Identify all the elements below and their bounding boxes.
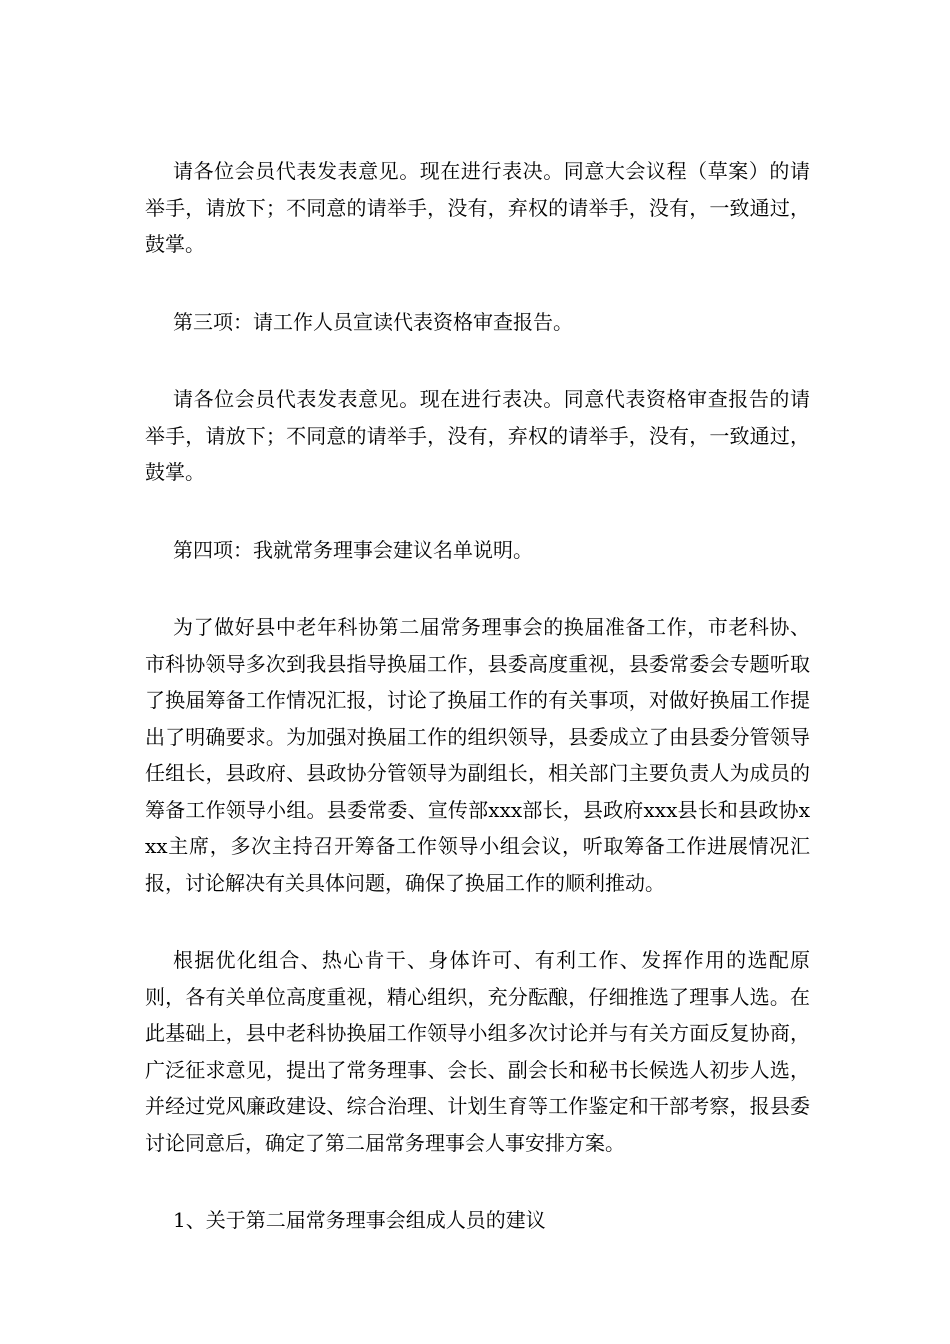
paragraph-section-heading: 1、关于第二届常务理事会组成人员的建议 xyxy=(173,1208,546,1232)
paragraph-item-four: 第四项：我就常务理事会建议名单说明。 xyxy=(173,537,533,562)
paragraph-vote-agenda: 请各位会员代表发表意见。现在进行表决。同意大会议程（草案）的请举手，请放下；不同意的请举手，没有，弃权的请举手，没有，一致通过，鼓掌。 xyxy=(145,159,810,256)
paragraph-selection-principles: 根据优化组合、热心肯干、身体许可、有利工作、发挥作用的选配原则，各有关单位高度重视，精心组织，充分酝酿，仔细推选了理事人选。在此基础上，县中老科协换届工作领导小组多次讨论并与有关方面反复协商，广泛征求意见，提出了常务理事、会长、副会长和秘书长候选人初步人选，并经过党风廉政建设、综合治理、计划生育等工作鉴定和干部考察，报县委讨论同意后，确定了第二届常务理事会人事安排方案。 xyxy=(145,948,810,1155)
paragraph-preparation-work: 为了做好县中老年科协第二届常务理事会的换届准备工作，市老科协、市科协领导多次到我县指导换届工作，县委高度重视，县委常委会专题听取了换届筹备工作情况汇报，讨论了换届工作的有关事项，对做好换届工作提出了明确要求。为加强对换届工作的组织领导，县委成立了由县委分管领导任组长，县政府、县政协分管领导为副组长，相关部门主要负责人为成员的筹备工作领导小组。县委常委、宣传部xxx部长，县政府xxx县长和县政协xxx主席，多次主持召开筹备工作领导小组会议，听取筹备工作进展情况汇报，讨论解决有关具体问题，确保了换届工作的顺利推动。 xyxy=(145,615,810,895)
paragraph-vote-qualification: 请各位会员代表发表意见。现在进行表决。同意代表资格审查报告的请举手，请放下；不同意的请举手，没有，弃权的请举手，没有，一致通过，鼓掌。 xyxy=(145,387,810,484)
document-body xyxy=(145,153,810,1280)
paragraph-item-three: 第三项：请工作人员宣读代表资格审查报告。 xyxy=(173,309,573,334)
